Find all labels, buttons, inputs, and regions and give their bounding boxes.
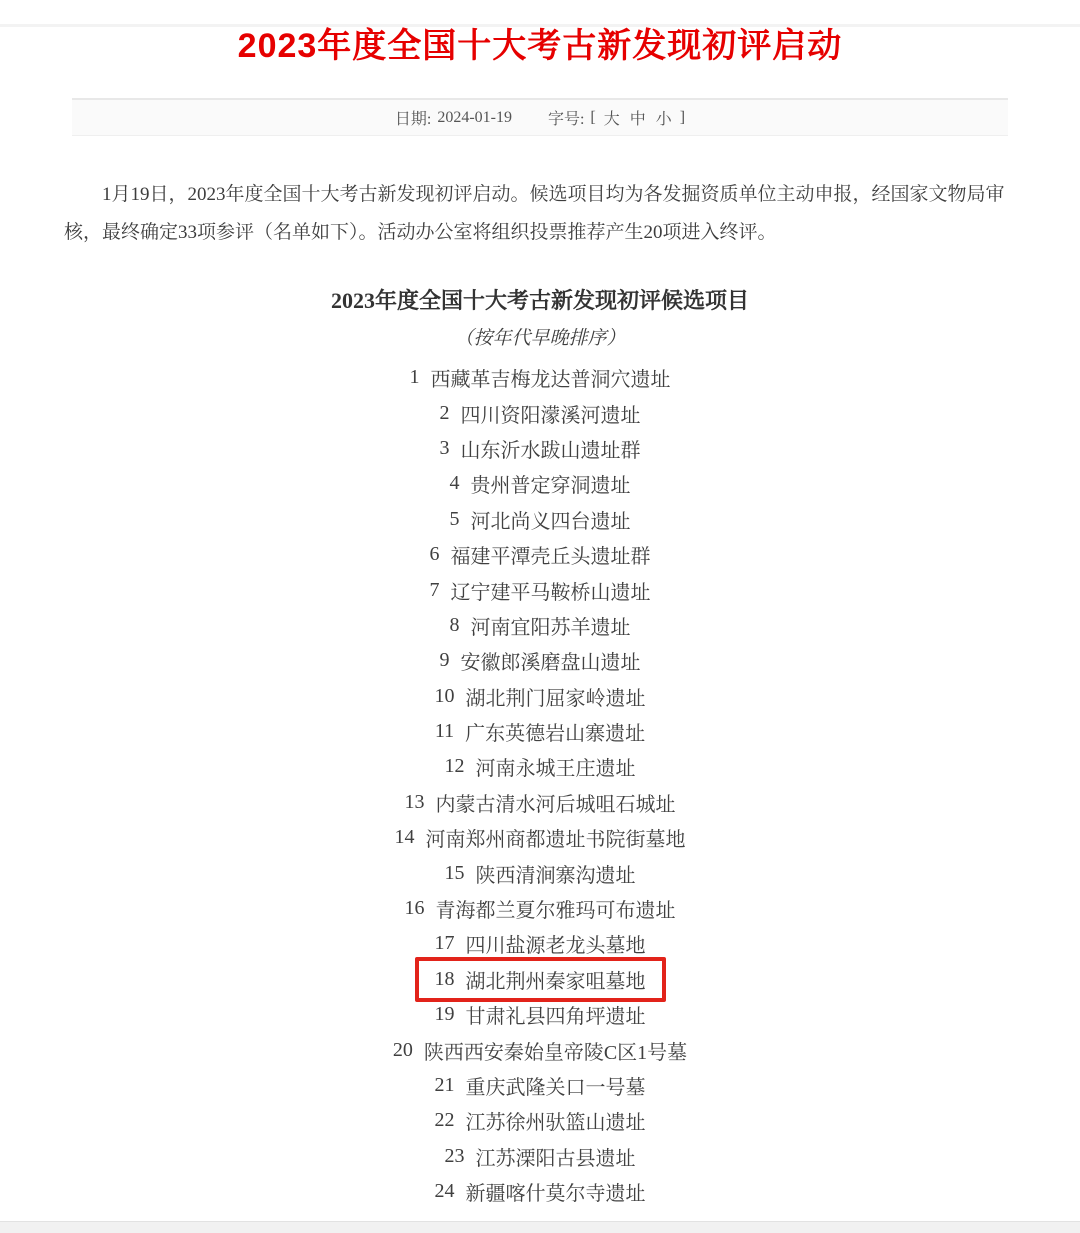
list-item-text [430, 576, 651, 605]
fontsize-group [548, 106, 685, 129]
list-item-name: 山东沂水跋山遗址群 [460, 439, 641, 462]
list-item-text [435, 1071, 646, 1100]
list-item-name: 江苏溧阳古县遗址 [475, 1147, 636, 1170]
list-item-text [440, 434, 641, 463]
list-item-number: 21 [434, 1074, 455, 1096]
intro-paragraph: 1月19日，2023年度全国十大考古新发现初评启动。候选项目均为各发掘资质单位主动申报，经国家文物局审核，最终确定33项参评（名单如下）。活动办公室将组织投票推荐产生20项进入终评。 [64, 184, 1005, 243]
list-item [0, 395, 1080, 430]
list-item-number: 8 [449, 613, 460, 636]
list-item [0, 1174, 1080, 1209]
list-item-text [445, 1142, 636, 1171]
list-item-text [450, 611, 631, 640]
list-item [0, 891, 1080, 926]
list-item-number: 4 [449, 472, 460, 495]
list-item-name: 重庆武隆关口一号墓 [465, 1077, 646, 1099]
list-item [0, 537, 1080, 572]
list-item-number: 5 [449, 507, 460, 530]
list-item-name: 甘肃礼县四角坪遗址 [465, 1006, 646, 1029]
list-item-name: 湖北荆州秦家咀墓地 [465, 970, 646, 993]
list-item-name: 辽宁建平马鞍桥山遗址 [450, 581, 651, 604]
list-item [0, 855, 1080, 890]
list-item-text [450, 505, 631, 534]
list-item-number: 10 [434, 684, 455, 707]
list-item-number: 3 [439, 436, 450, 459]
red-highlight-box [415, 957, 666, 1002]
list-item-name: 广东英德岩山寨遗址 [465, 723, 646, 746]
list-item-name: 四川盐源老龙头墓地 [465, 935, 646, 958]
bottom-page-edge [0, 1221, 1080, 1233]
list-item-name: 福建平潭壳丘头遗址群 [450, 546, 651, 569]
list-item-text [430, 540, 651, 569]
list-item-number: 23 [444, 1144, 465, 1167]
list-item-text [435, 1000, 646, 1029]
list-item-number: 16 [404, 897, 425, 920]
list-item-highlighted [0, 962, 1080, 997]
list-item-number: 7 [429, 578, 440, 601]
list-item-text [405, 788, 676, 817]
list-item [0, 1139, 1080, 1174]
list-item-name: 河南永城王庄遗址 [475, 758, 636, 781]
list-item-number: 15 [444, 861, 465, 884]
list-item-number: 22 [434, 1109, 455, 1132]
list-item-name: 江苏徐州驮篮山遗址 [465, 1112, 646, 1135]
list-item-name: 陕西清涧寨沟遗址 [475, 864, 636, 887]
list-item-number: 19 [434, 1003, 455, 1026]
list-item-number: 11 [434, 720, 455, 743]
date-group [395, 106, 512, 129]
candidate-list [0, 360, 1080, 1209]
list-item-name: 内蒙古清水河后城咀石城址 [435, 793, 676, 816]
list-item-name: 贵州普定穿洞遗址 [470, 475, 631, 498]
list-item [0, 820, 1080, 855]
list-item-name: 新疆喀什莫尔寺遗址 [465, 1183, 646, 1206]
list-item [0, 608, 1080, 643]
list-item [0, 785, 1080, 820]
top-border-line [0, 24, 1080, 27]
list-item [0, 679, 1080, 714]
list-item-text [393, 1036, 687, 1065]
list-item-text [435, 1106, 646, 1135]
list-item-text [445, 752, 636, 781]
list-item-name: 河南宜阳苏羊遗址 [470, 616, 631, 639]
list-item-number: 24 [434, 1180, 455, 1203]
list-item-number: 18 [434, 967, 455, 990]
list-item-number: 9 [439, 649, 450, 672]
list-item-text [435, 717, 645, 746]
list-item [0, 643, 1080, 678]
list-item [0, 997, 1080, 1032]
font-size-medium-button[interactable]: 中 [629, 111, 646, 128]
candidate-list-subtitle: （按年代早晚排序） [454, 328, 626, 349]
list-item [0, 1032, 1080, 1067]
list-item-name: 西藏革吉梅龙达普洞穴遗址 [430, 369, 671, 392]
font-size-large-button[interactable]: 大 [603, 111, 620, 128]
list-item-text [395, 823, 686, 852]
list-item [0, 502, 1080, 537]
list-item-name: 青海都兰夏尔雅玛可布遗址 [435, 900, 676, 923]
list-item [0, 572, 1080, 607]
list-item-text [435, 929, 646, 958]
fontsize-bracket-open: [ [590, 108, 596, 126]
list-item [0, 749, 1080, 784]
list-item-number: 20 [392, 1038, 413, 1061]
meta-bar [72, 98, 1008, 136]
list-item-name: 四川资阳濛溪河遗址 [460, 404, 641, 427]
list-item-text [405, 894, 676, 923]
list-item-name: 湖北荆门屈家岭遗址 [465, 687, 646, 710]
list-item [0, 1103, 1080, 1138]
list-item-text [440, 399, 641, 428]
list-item [0, 1068, 1080, 1103]
list-item-name: 安徽郎溪磨盘山遗址 [460, 652, 641, 675]
list-item-text [440, 646, 641, 675]
list-item-name: 陕西西安秦始皇帝陵C区1号墓 [423, 1041, 688, 1064]
list-item-number: 13 [404, 790, 425, 813]
fontsize-bracket-close: ] [679, 108, 686, 126]
list-item-number: 2 [439, 401, 450, 424]
article-page [0, 24, 1080, 1233]
date-label: 日期: [394, 111, 432, 128]
list-item-text [445, 859, 636, 888]
list-item-text [450, 469, 631, 498]
list-item-text [435, 682, 646, 711]
list-item-number: 17 [434, 932, 455, 955]
fontsize-label: 字号: [547, 111, 585, 128]
list-item-number: 1 [409, 366, 420, 389]
list-item-number: 12 [444, 755, 465, 778]
list-item [0, 431, 1080, 466]
list-item-text [435, 1177, 646, 1206]
font-size-small-button[interactable]: 小 [655, 111, 672, 128]
article-title: 2023年度全国十大考古新发现初评启动 [237, 27, 843, 65]
list-item-name: 河北尚义四台遗址 [470, 510, 631, 533]
list-item-text [410, 363, 671, 392]
list-item-number: 6 [429, 543, 440, 566]
list-item-number: 14 [394, 826, 415, 849]
candidate-list-title: 2023年度全国十大考古新发现初评候选项目 [330, 288, 749, 313]
list-item [0, 360, 1080, 395]
list-item [0, 714, 1080, 749]
list-item [0, 466, 1080, 501]
date-value: 2024-01-19 [437, 108, 512, 126]
list-item-name: 河南郑州商都遗址书院街墓地 [425, 829, 686, 852]
